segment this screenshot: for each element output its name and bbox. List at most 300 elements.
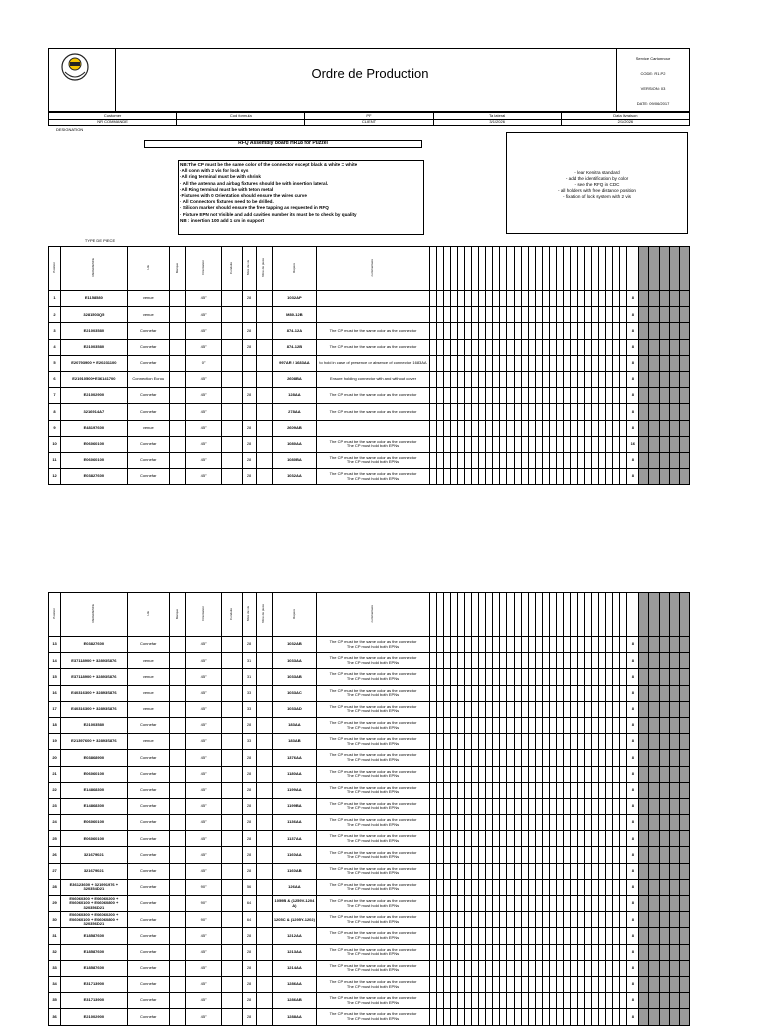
check-cell [542,469,549,485]
check-cell [521,782,528,798]
check-cell [486,766,493,782]
tail-column-header [679,593,689,637]
check-cell [528,355,535,371]
shaded-cell [669,1009,679,1025]
check-cell [521,879,528,895]
check-cell [451,863,458,879]
check-cell [493,436,500,452]
check-cell [570,452,577,468]
table-cell: E06060100 [61,452,128,468]
check-cell [465,469,472,485]
table-cell: 45° [186,944,222,960]
check-cell [599,734,606,750]
check-cell [606,291,613,307]
check-cell [472,831,479,847]
check-cell [429,469,436,485]
check-cell [592,307,599,323]
table-cell [256,637,272,653]
shaded-cell [659,976,669,992]
shaded-cell [659,960,669,976]
table-cell [222,685,242,701]
table-cell [169,701,185,717]
check-cell [458,355,465,371]
check-cell [486,912,493,928]
column-header: Orientation [186,593,222,637]
table-cell [169,452,185,468]
check-cell [514,896,521,912]
shaded-cell [649,815,659,831]
table-cell: 45° [186,831,222,847]
shaded-cell [649,1009,659,1025]
table-cell [222,717,242,733]
check-cell [620,307,627,323]
check-cell [500,928,507,944]
check-cell [507,782,514,798]
check-cell [479,669,486,685]
table-cell: 1376AA [272,750,316,766]
shaded-cell [639,452,649,468]
table-cell [222,339,242,355]
check-cell [514,291,521,307]
table-row [49,944,690,960]
check-column-header [592,247,599,291]
check-column-header [451,593,458,637]
check-cell [500,685,507,701]
column-header: REFERENCE [61,247,128,291]
company-logo [60,52,90,82]
table-cell [256,701,272,717]
table-cell: 1180AA [272,766,316,782]
check-cell [486,847,493,863]
check-cell [429,436,436,452]
quantity-cell: 8 [627,637,639,653]
check-cell [429,847,436,863]
table-cell: E37118900 + 32893S876 [61,653,128,669]
check-cell [549,912,556,928]
check-column-header [563,247,570,291]
check-cell [479,291,486,307]
table-cell: 3216914A7 [61,404,128,420]
shaded-cell [649,960,659,976]
table-cell: E06060100 [61,436,128,452]
table-cell [222,452,242,468]
check-cell [556,863,563,879]
check-cell [606,404,613,420]
check-cell [606,452,613,468]
check-cell [535,653,542,669]
check-cell [542,323,549,339]
check-column-header [577,593,584,637]
check-cell [486,879,493,895]
table-cell [169,863,185,879]
check-cell [479,944,486,960]
check-cell [451,766,458,782]
check-cell [606,685,613,701]
check-cell [465,734,472,750]
check-cell [613,976,620,992]
info-date: 3/1/2026 [489,119,505,124]
check-cell [577,798,584,814]
table-cell [256,339,272,355]
check-cell [437,993,444,1009]
check-cell [514,863,521,879]
check-column-header [599,593,606,637]
check-cell [479,912,486,928]
check-cell [599,750,606,766]
table-cell [222,701,242,717]
table-cell [256,879,272,895]
check-cell [451,637,458,653]
check-cell [486,404,493,420]
check-cell [521,798,528,814]
check-cell [556,685,563,701]
table-cell: The CP must be the same color as the connector The CP must hold both EPNs [317,669,430,685]
check-cell [472,323,479,339]
shaded-cell [659,815,669,831]
tail-column-header [649,593,659,637]
shaded-cell [679,323,689,339]
check-cell [613,928,620,944]
check-cell [507,912,514,928]
check-cell [620,944,627,960]
check-cell [528,685,535,701]
table-cell: 45° [186,766,222,782]
check-cell [592,928,599,944]
table-cell: 28 [242,944,256,960]
table-cell: E21003580 [61,717,128,733]
check-cell [486,815,493,831]
check-cell [507,815,514,831]
check-column-header [556,593,563,637]
table-cell [317,420,430,436]
table-cell: Connefar [127,469,169,485]
check-cell [613,404,620,420]
check-cell [606,339,613,355]
check-cell [599,685,606,701]
check-cell [472,960,479,976]
check-cell [429,388,436,404]
check-cell [577,912,584,928]
check-cell [613,879,620,895]
check-cell [584,944,591,960]
shaded-cell [659,339,669,355]
check-cell [500,355,507,371]
check-cell [528,993,535,1009]
version-label: VERSION: 03 [640,86,666,91]
check-cell [620,831,627,847]
check-cell [465,404,472,420]
check-cell [472,815,479,831]
check-cell [606,798,613,814]
check-cell [577,291,584,307]
check-cell [465,831,472,847]
check-cell [429,371,436,387]
shaded-cell [639,291,649,307]
shaded-cell [649,452,659,468]
check-cell [556,879,563,895]
check-cell [429,701,436,717]
check-cell [437,960,444,976]
check-cell [500,701,507,717]
table-cell [169,653,185,669]
check-cell [429,339,436,355]
shaded-cell [649,879,659,895]
table-cell: E1158580 [61,291,128,307]
shaded-cell [669,371,679,387]
check-cell [606,436,613,452]
check-cell [620,976,627,992]
table-cell: The CP must be the same color as the connector The CP must hold both EPNs [317,653,430,669]
table-cell: 45° [186,815,222,831]
table-cell [169,404,185,420]
check-cell [521,653,528,669]
check-cell [606,701,613,717]
check-cell [599,701,606,717]
shaded-cell [679,637,689,653]
check-cell [606,717,613,733]
check-cell [549,469,556,485]
check-cell [500,307,507,323]
quantity-cell: 8 [627,798,639,814]
column-header: Position [49,247,61,291]
table-cell: 33 [242,734,256,750]
table-cell: Connefar [127,863,169,879]
check-cell [514,944,521,960]
table-cell: 3281503Q5 [61,307,128,323]
check-cell [451,976,458,992]
table-cell [169,388,185,404]
check-cell [521,339,528,355]
check-cell [570,928,577,944]
check-cell [521,307,528,323]
shaded-cell [669,291,679,307]
check-cell [570,355,577,371]
check-cell [542,896,549,912]
check-cell [606,371,613,387]
document-title: Ordre de Production [311,66,429,81]
check-cell [451,469,458,485]
table-cell [222,734,242,750]
check-cell [479,323,486,339]
check-cell [556,436,563,452]
shaded-cell [639,798,649,814]
check-cell [584,637,591,653]
table-cell: 45° [186,993,222,1009]
check-cell [465,388,472,404]
column-header: Marque [169,593,185,637]
check-cell [458,734,465,750]
check-cell [606,469,613,485]
table-cell [256,388,272,404]
check-cell [592,717,599,733]
check-cell [444,896,451,912]
check-cell [535,831,542,847]
check-cell [535,371,542,387]
shaded-cell [669,976,679,992]
table-cell: The CP must be the same color as the connector The CP must hold both EPNs [317,944,430,960]
check-cell [465,323,472,339]
check-cell [500,782,507,798]
check-cell [437,307,444,323]
table-cell: Connefar [127,798,169,814]
shaded-cell [639,815,649,831]
table-cell [222,388,242,404]
check-cell [535,469,542,485]
check-cell [563,928,570,944]
check-cell [556,1009,563,1025]
check-cell [620,452,627,468]
table-cell: E21003580 [61,323,128,339]
table-cell [256,307,272,323]
table-cell: 1032AB [272,637,316,653]
check-cell [528,669,535,685]
check-cell [570,734,577,750]
table-cell: Ensure holding connector with and without cover [317,371,430,387]
check-column-header [606,593,613,637]
check-cell [570,717,577,733]
shaded-cell [639,766,649,782]
check-cell [493,701,500,717]
table-cell: 45° [186,371,222,387]
check-cell [563,896,570,912]
note-line: · Silicon marker should ensure the free tapping as requested in RFQ [180,205,329,211]
check-cell [599,323,606,339]
check-cell [620,669,627,685]
info-date: 2/1/2026 [617,119,634,124]
check-cell [549,717,556,733]
check-column-header [465,247,472,291]
table-row [49,847,690,863]
check-cell [613,944,620,960]
table-cell: 45° [186,928,222,944]
check-cell [528,436,535,452]
shaded-cell [659,1009,669,1025]
check-cell [570,879,577,895]
check-cell [613,355,620,371]
check-cell [549,420,556,436]
table-cell: 45° [186,701,222,717]
table-cell [169,436,185,452]
check-cell [500,404,507,420]
check-cell [437,452,444,468]
check-cell [521,404,528,420]
table-cell: 28 [242,863,256,879]
check-cell [458,669,465,685]
check-cell [521,685,528,701]
table-row [49,928,690,944]
check-cell [514,766,521,782]
table-cell [222,404,242,420]
check-cell [493,734,500,750]
check-cell [521,371,528,387]
check-cell [613,847,620,863]
shaded-cell [649,420,659,436]
check-cell [592,1009,599,1025]
table-cell: 64 [242,912,256,928]
check-cell [444,653,451,669]
table-cell: 45° [186,750,222,766]
check-cell [599,831,606,847]
check-cell [429,669,436,685]
check-cell [472,355,479,371]
check-cell [500,960,507,976]
shaded-cell [669,669,679,685]
check-cell [528,847,535,863]
check-cell [620,1009,627,1025]
note-line: · All the antenna and airbag fixtures should be with insertion lateral. [180,180,329,186]
check-cell [613,798,620,814]
column-header: Nbre de piece [256,593,272,637]
table-cell: The CP must be the same color as the connector The CP must hold both EPNs [317,701,430,717]
check-cell [599,896,606,912]
shaded-cell [669,944,679,960]
check-cell [613,388,620,404]
check-cell [458,653,465,669]
check-cell [592,355,599,371]
table-cell: E03827600 [61,469,128,485]
check-cell [528,307,535,323]
check-cell [542,307,549,323]
table-cell [256,669,272,685]
table-cell [256,717,272,733]
check-column-header [613,247,620,291]
check-cell [479,1009,486,1025]
table-cell: 90° [186,879,222,895]
table-cell: The CP must be the same color as the connector The CP must hold both EPNs [317,782,430,798]
table-cell: E48197600 [61,420,128,436]
check-cell [563,993,570,1009]
check-cell [507,960,514,976]
check-cell [451,928,458,944]
check-cell [472,782,479,798]
check-cell [613,912,620,928]
column-header: Conduite [222,247,242,291]
check-cell [528,701,535,717]
shaded-cell [679,420,689,436]
shaded-cell [669,307,679,323]
table-cell: 28 [242,637,256,653]
check-cell [577,993,584,1009]
table-cell [256,653,272,669]
order-info-table [48,112,690,126]
table-cell [222,323,242,339]
table-cell: 36 [49,1009,61,1025]
table-cell: 874-12B [272,339,316,355]
check-cell [507,404,514,420]
check-cell [528,896,535,912]
quantity-cell: 8 [627,928,639,944]
table-cell: 33 [242,701,256,717]
table-cell: 126AA [272,879,316,895]
check-cell [570,1009,577,1025]
check-cell [472,291,479,307]
table-row [49,831,690,847]
check-cell [563,960,570,976]
check-cell [528,404,535,420]
check-cell [599,847,606,863]
table-cell: The CP must be the same color as the connector The CP must hold both EPNs [317,452,430,468]
check-cell [465,685,472,701]
table-cell: Connefar [127,815,169,831]
shaded-cell [669,404,679,420]
check-cell [613,420,620,436]
shaded-cell [659,420,669,436]
table-cell: Connefar [127,1009,169,1025]
table-cell: 12 [49,469,61,485]
check-cell [549,976,556,992]
check-cell [521,291,528,307]
table-cell [169,685,185,701]
